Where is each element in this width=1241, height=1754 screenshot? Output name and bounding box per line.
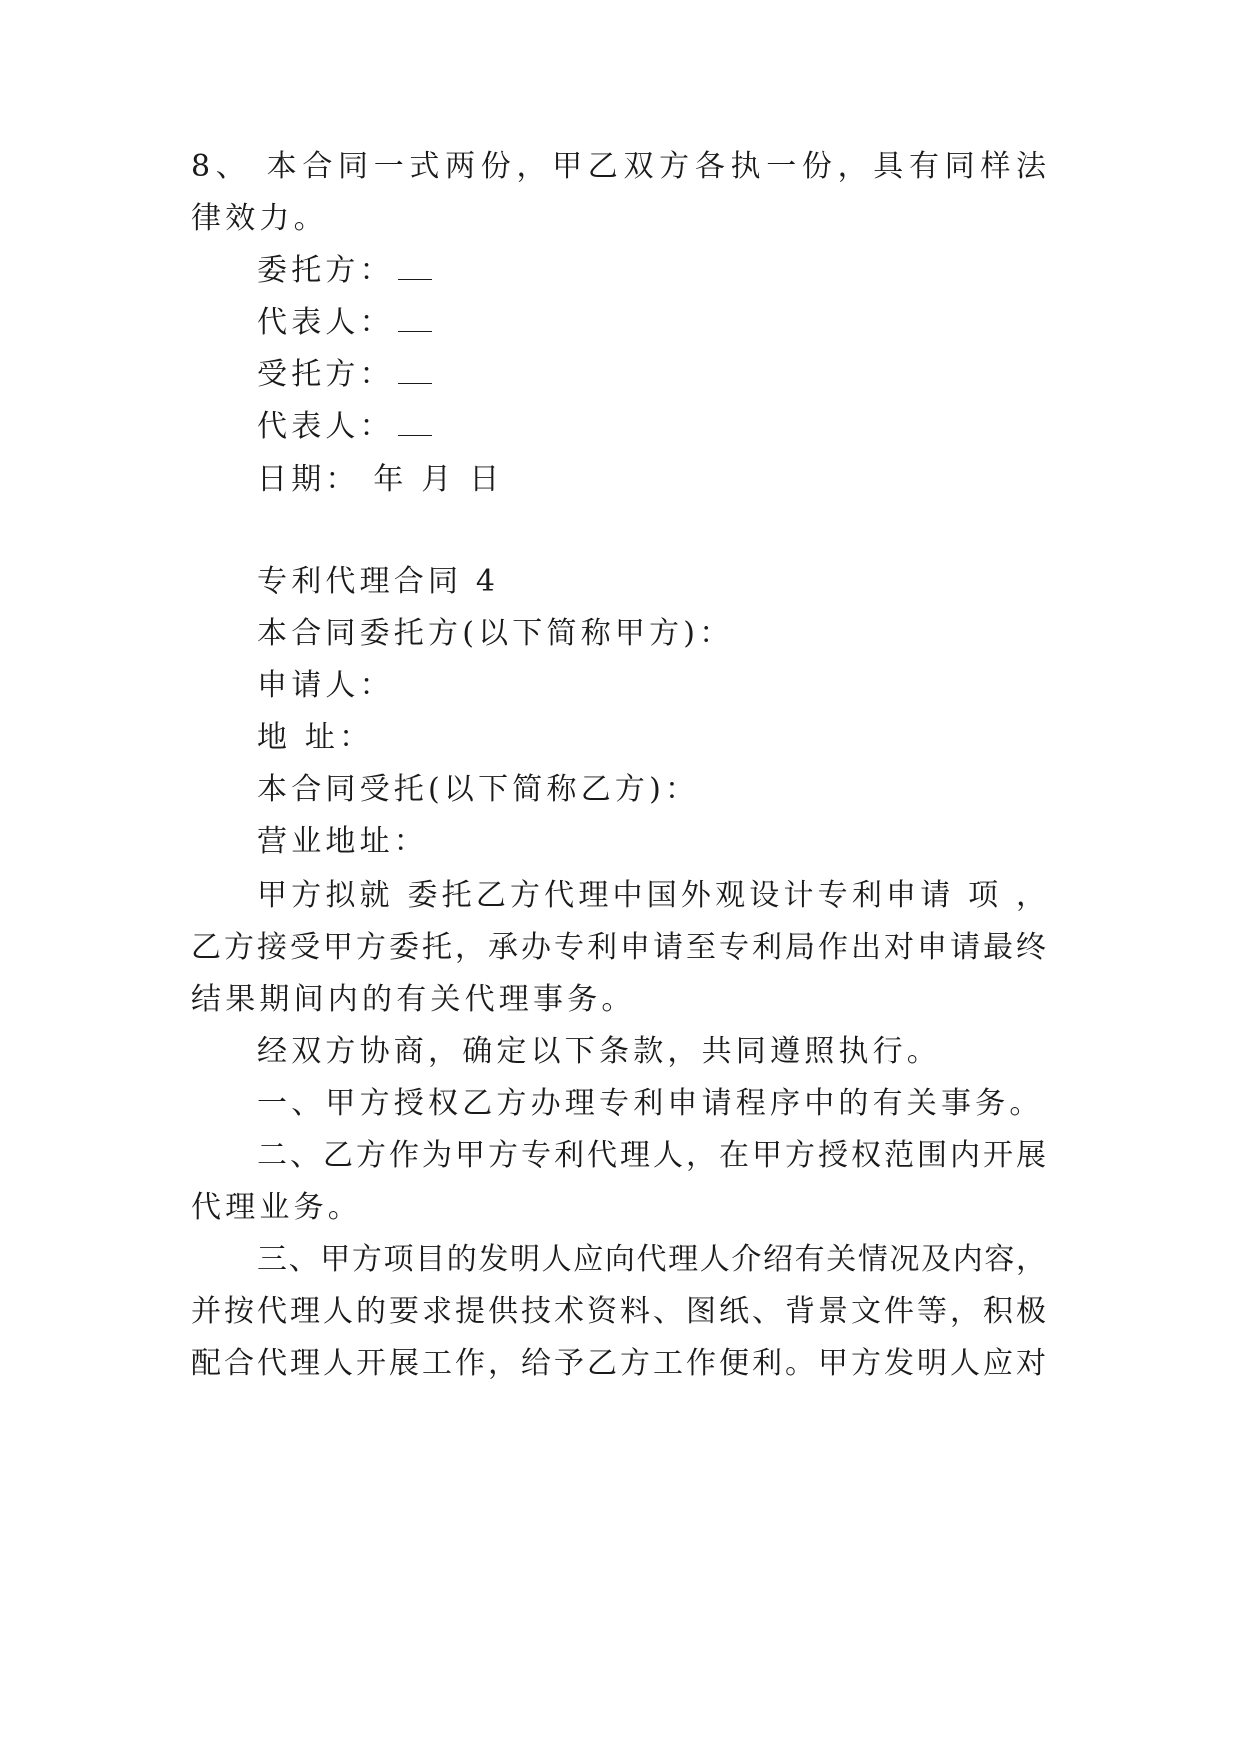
clause-1: 一、甲方授权乙方办理专利申请程序中的有关事务。 — [257, 1086, 1044, 1121]
signature-client — [257, 251, 432, 291]
signature-client-label: 委托方： — [257, 253, 394, 288]
signature-client-representative-label: 代表人： — [257, 305, 394, 340]
signature-agent-representative-blank — [398, 409, 432, 436]
item-8-line-2: 律效力。 — [191, 201, 328, 236]
clause-3-line-2: 并按代理人的要求提供技术资料、图纸、背景文件等，积极 — [191, 1294, 1046, 1329]
signature-agent-representative — [257, 407, 432, 447]
signature-agent-label: 受托方： — [257, 357, 394, 392]
clause-2-line-2: 代理业务。 — [191, 1190, 362, 1225]
signature-client-representative-blank — [398, 305, 432, 332]
clause-2-line-1: 二、乙方作为甲方专利代理人，在甲方授权范围内开展 — [257, 1138, 1046, 1173]
signature-agent-blank — [398, 357, 432, 384]
para-1-line-3: 结果期间内的有关代理事务。 — [191, 982, 636, 1017]
contract-title: 专利代理合同 4 — [257, 564, 500, 599]
business-address-line: 营业地址： — [257, 824, 428, 859]
address-line: 地 址： — [257, 720, 374, 755]
signature-agent — [257, 355, 432, 395]
para-1-line-1: 甲方拟就 委托乙方代理中国外观设计专利申请 项 ， — [257, 878, 1046, 913]
applicant-line: 申请人： — [257, 668, 394, 703]
clause-3-line-3: 配合代理人开展工作，给予乙方工作便利。甲方发明人应对 — [191, 1346, 1046, 1381]
signature-agent-representative-label: 代表人： — [257, 409, 394, 444]
signature-client-blank — [398, 253, 432, 280]
signature-client-representative — [257, 303, 432, 343]
date-line: 日期： 年 月 日 — [257, 462, 504, 497]
para-2: 经双方协商，确定以下条款，共同遵照执行。 — [257, 1034, 941, 1069]
agent-intro: 本合同受托(以下简称乙方)： — [257, 772, 700, 807]
para-1-line-2: 乙方接受甲方委托，承办专利申请至专利局作出对申请最终 — [191, 930, 1046, 965]
clause-3-line-1: 三、甲方项目的发明人应向代理人介绍有关情况及内容， — [257, 1242, 1046, 1277]
client-intro: 本合同委托方(以下简称甲方)： — [257, 616, 734, 651]
item-8-line-1: 8、 本合同一式两份，甲乙双方各执一份，具有同样法 — [191, 149, 1046, 184]
